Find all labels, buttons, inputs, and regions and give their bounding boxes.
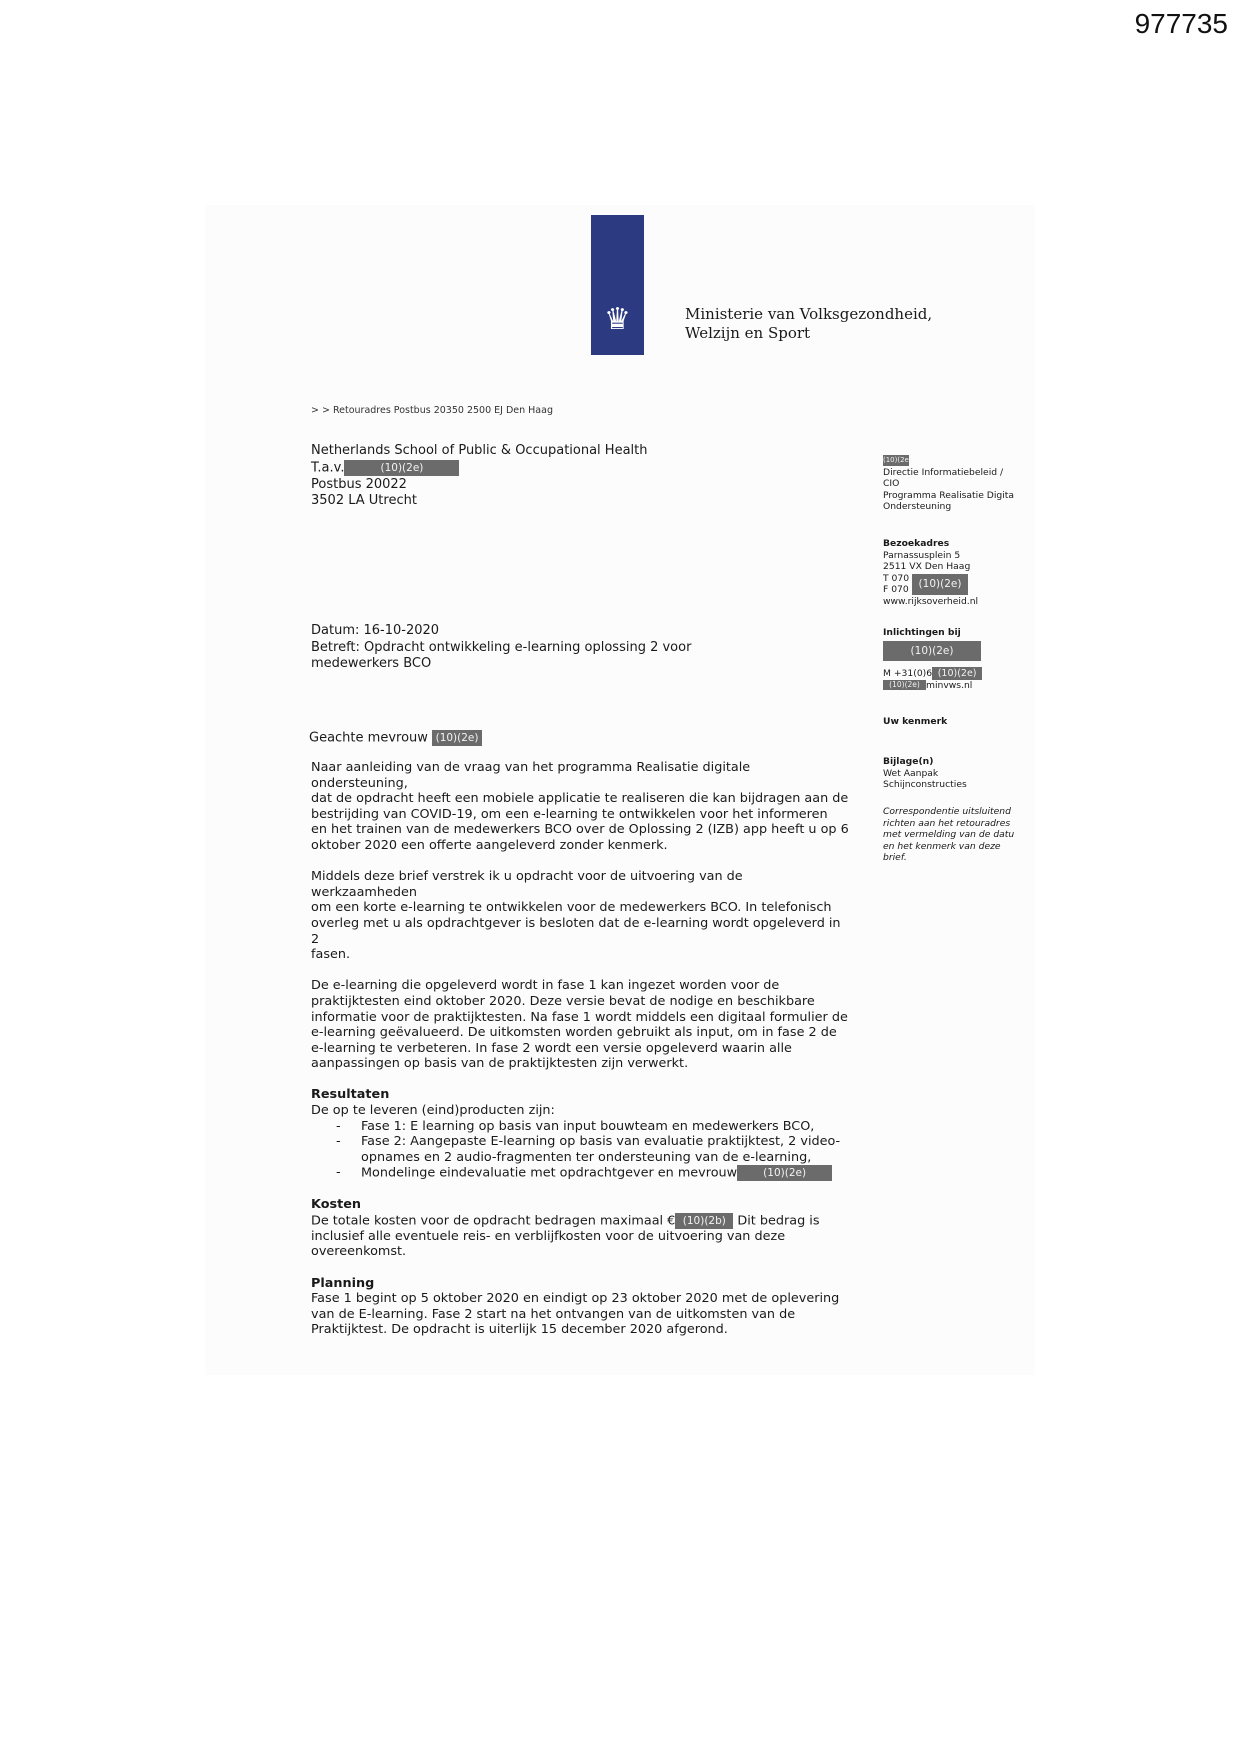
address-line1: Netherlands School of Public & Occupational Health [311,443,648,458]
sidebar-heading: Bezoekadres [883,538,950,549]
sidebar-text: www.rijksoverheid.nl [883,595,979,607]
planning-heading: Planning [311,1275,375,1291]
redaction-box: (10)(2e) [932,667,982,680]
sidebar-text: F 070 [883,584,909,595]
results-list [311,1119,851,1182]
sidebar-text: Directie Informatiebeleid / [883,466,1004,478]
paragraph: Naar aanleiding van de vraag van het programma Realisatie digitale ondersteuning, dat de opdracht heeft een mobiele applicatie te realiseren die kan bijdragen aan de bestrijding van COVID-19, om een e-learning te ontwikkelen voor het informeren en het trainen van de medewerkers BCO over de Oplossing 2 (IZB) app heeft u op 6 oktober 2020 een offerte aangeleverd zonder kenmerk. [311,760,849,853]
redaction-box: (10)(2e) [737,1165,832,1181]
sidebar-text: T 070 [883,572,910,584]
ministry-name-line1: Ministerie van Volksgezondheid, [685,305,933,323]
subject-line2: medewerkers BCO [311,656,432,671]
return-address: > > Retouradres Postbus 20350 2500 EJ Den Haag [311,405,553,416]
sidebar-text: Wet Aanpak [883,767,939,779]
redaction-box: (10)(2e) [883,641,981,661]
sidebar-info [883,627,982,691]
sidebar-heading: Uw kenmerk [883,716,948,727]
redaction-box: (10)(2e) [344,460,459,476]
address-line4: 3502 LA Utrecht [311,493,417,508]
kosten-heading: Kosten [311,1197,362,1213]
sidebar-text: Parnassusplein 5 [883,549,961,561]
list-item-text: Fase 2: Aangepaste E-learning op basis van evaluatie praktijktest, 2 video- opnames en 2 audio-fragmenten ter ondersteuning van de e-learning, [361,1134,841,1165]
address-line2 [311,460,648,477]
sidebar-heading: Bijlage(n) [883,756,934,767]
sidebar-text: 2511 VX Den Haag [883,561,971,572]
redaction-box: (10)(2e) [912,574,968,595]
planning-text: Fase 1 begint op 5 oktober 2020 en eindigt op 23 oktober 2020 met de oplevering van de E-learning. Fase 2 start na het ontvangen van de uitkomsten van de Praktijktest. De opdracht is uiterlijk 15 december 2020 afgerond. [311,1291,840,1338]
kosten-line1 [311,1213,851,1229]
sidebar-text: minvws.nl [926,679,973,691]
kosten-text: De totale kosten voor de opdracht bedragen maximaal € [311,1213,676,1229]
sidebar-visit-address [883,538,978,607]
kosten-section [311,1197,851,1260]
date-line: Datum: 16-10-2020 [311,623,440,638]
redaction-box: (10)(2e) [432,730,482,746]
sidebar-text: CIO [883,478,900,489]
sidebar-text: M +31(0)6 [883,667,933,679]
paragraph: Middels deze brief verstrek ik u opdracht voor de uitvoering van de werkzaamheden om een korte e-learning te ontwikkelen voor de medewerkers BCO. In telefonisch overleg met u als opdrachtgever is besloten dat de e-learning wordt opgeleverd in 2 fasen. [311,869,841,963]
letter-body [311,760,851,1338]
sidebar-heading: Inlichtingen bij [883,627,961,638]
sidebar-bijlagen [883,756,967,791]
sidebar-note-text: Correspondentie uitsluitend richten aan het retouradres met vermelding van de datu en het kenmerk van deze brief. [883,806,1015,863]
sidebar-phone-rows [883,573,978,596]
list-item-text: Mondelinge eindevaluatie met opdrachtgever en mevrouw [361,1165,738,1181]
page-number: 977735 [1134,8,1228,39]
sidebar-department [883,455,1014,513]
sidebar-text: Programma Realisatie Digita [883,489,1015,501]
sidebar-text: Ondersteuning [883,501,952,512]
ministry-name-line2: Welzijn en Sport [685,324,811,342]
salutation [309,730,482,747]
planning-section [311,1276,851,1338]
redaction-box: (10)(2e) [883,680,926,690]
ministry-name [685,305,932,343]
list-item: - Fase 1: E learning op basis van input bouwteam en medewerkers BCO, [336,1118,815,1134]
address-line3: Postbus 20022 [311,476,407,492]
recipient-address [311,443,648,510]
resultaten-intro: De op te leveren (eind)producten zijn: [311,1103,555,1119]
salutation-text: Geachte mevrouw [309,730,428,746]
royal-coat-of-arms-icon: ♛ [604,302,631,337]
paragraph: De e-learning die opgeleverd wordt in fase 1 kan ingezet worden voor de praktijktesten eind oktober 2020. Deze versie bevat de nodige en beschikbare informatie voor de praktijktesten. Na fase 1 wordt middels een digitaal formulier de e-learning geëvalueerd. De uitkomsten worden gebruikt als input, om in fase 2 de e-learning te verbeteren. In fase 2 wordt een versie opgeleverd waarin alle aanpassingen op basis van de praktijktesten zijn verwerkt. [311,978,848,1072]
kosten-text: Dit bedrag is [737,1213,820,1229]
subject-line1: Betreft: Opdracht ontwikkeling e-learning oplossing 2 voor [311,639,692,655]
resultaten-section [311,1087,851,1181]
kosten-rest: inclusief alle eventuele reis- en verblijfkosten voor de uitvoering van deze overeenkomst. [311,1228,786,1260]
date-subject-block [311,623,691,673]
redaction-box: (10)(2e) [883,456,912,464]
sidebar-kenmerk [883,716,947,728]
sidebar-note [883,806,1014,864]
sidebar-text: Schijnconstructies [883,779,967,790]
list-item: - Fase 2: Aangepaste E-learning op basis van evaluatie praktijktest, 2 video- opnames en 2 audio-fragmenten ter ondersteuning van de e-learning, [336,1134,841,1165]
address-tav-label: T.a.v. [311,460,345,475]
resultaten-heading: Resultaten [311,1087,390,1103]
list-item: - Mondelinge eindevaluatie met opdrachtgever en mevrouw (10)(2e) [311,1165,851,1181]
redaction-box: (10)(2b) [675,1213,733,1229]
list-item-text: Fase 1: E learning op basis van input bouwteam en medewerkers BCO, [361,1118,815,1134]
